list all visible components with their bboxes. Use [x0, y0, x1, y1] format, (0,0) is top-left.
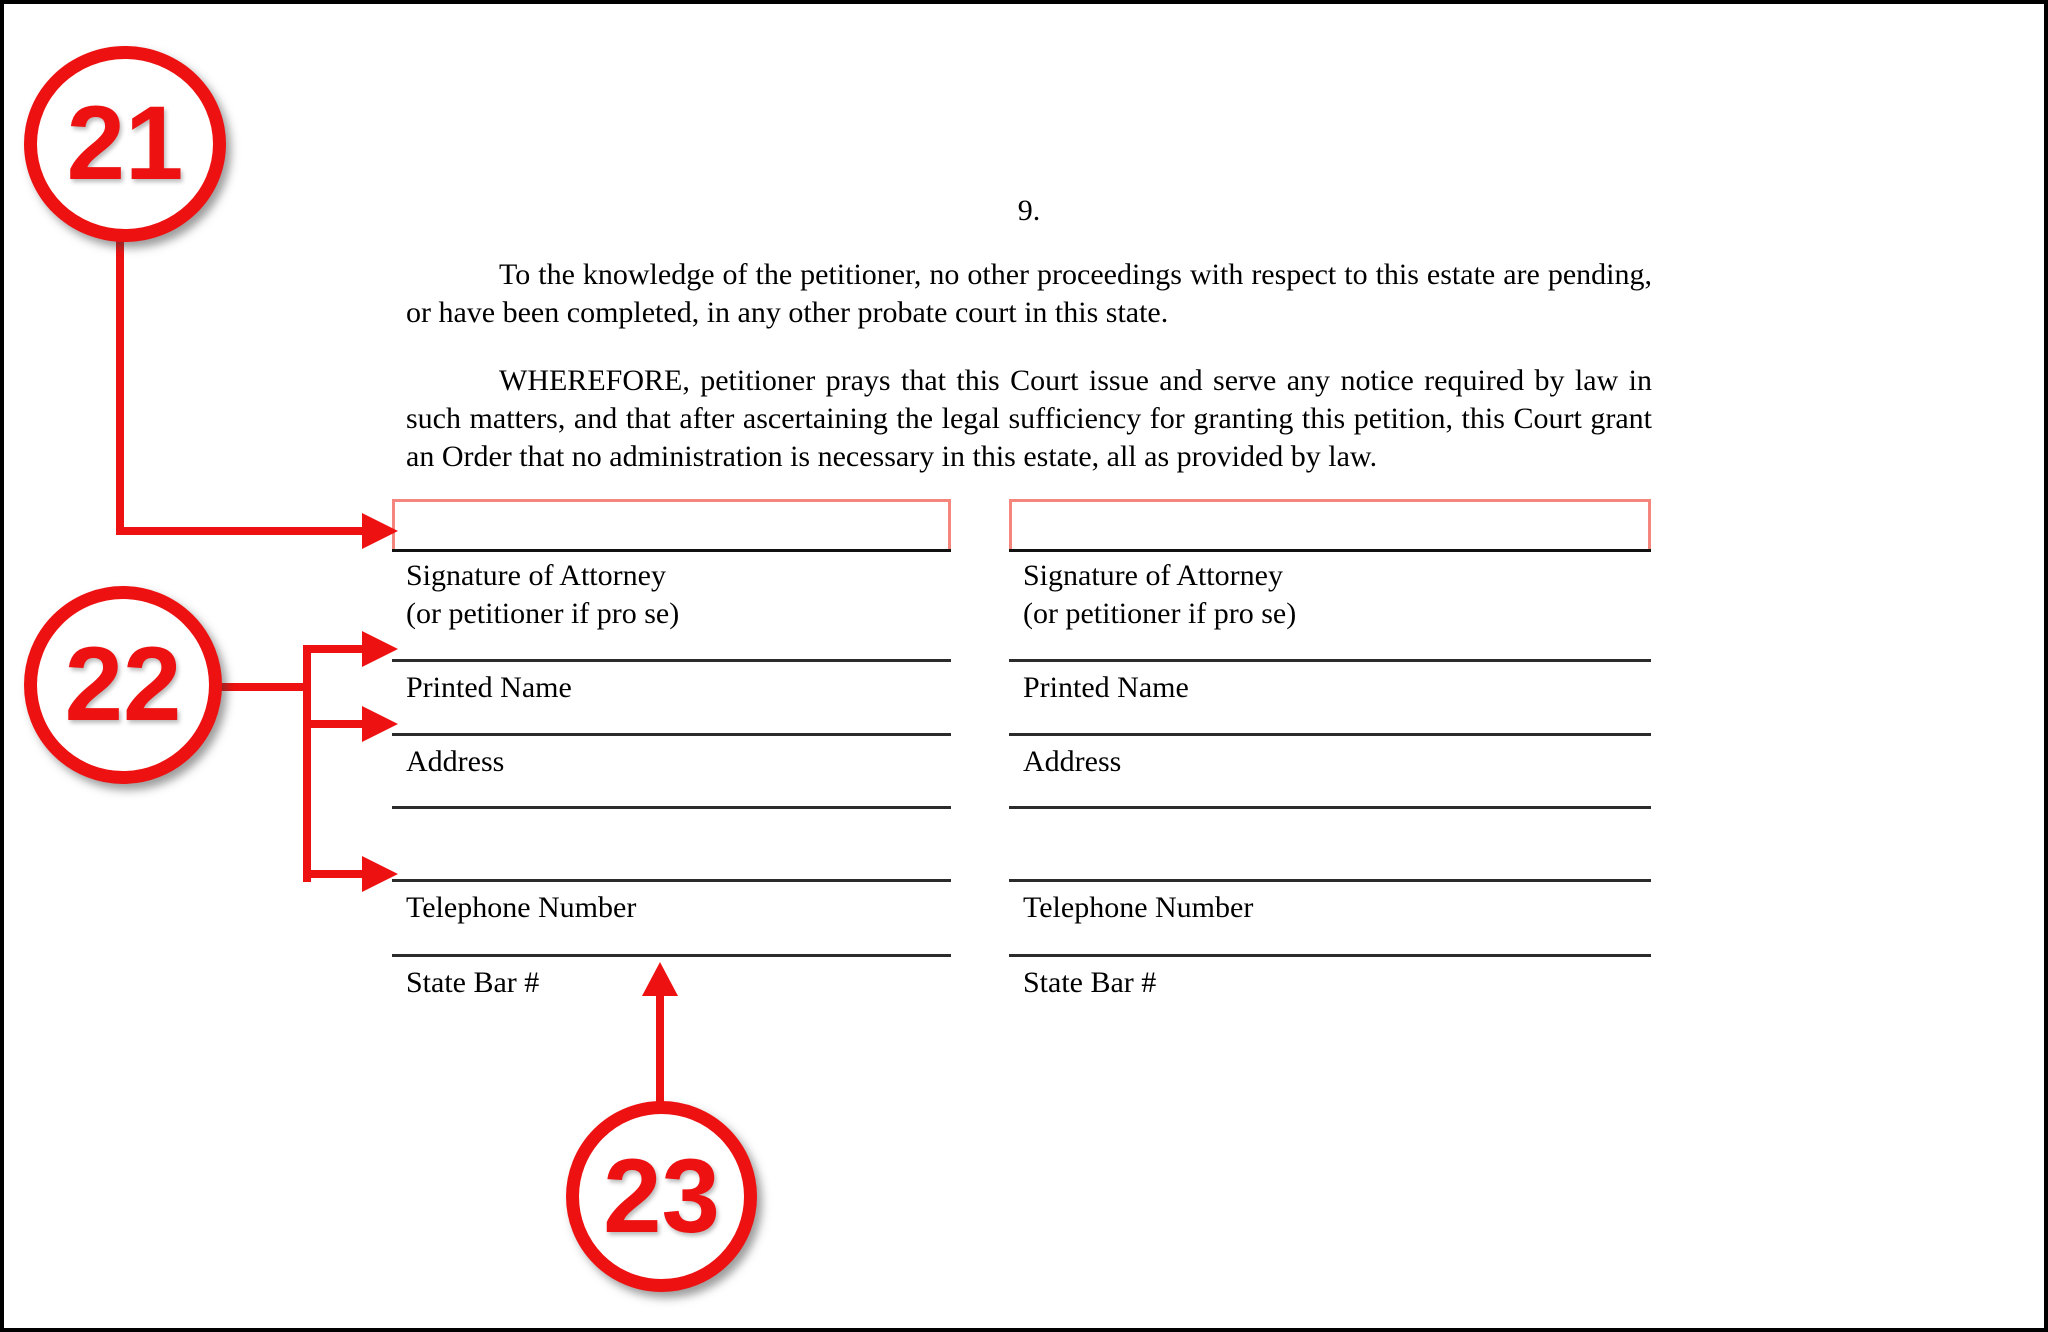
address-line[interactable]	[392, 733, 951, 736]
callout-22-badge	[24, 586, 222, 784]
state-bar-line[interactable]	[392, 954, 951, 957]
callout-21-arrowhead-icon	[362, 513, 398, 549]
state-bar-label: State Bar #	[406, 966, 540, 999]
telephone-label: Telephone Number	[1023, 891, 1254, 924]
callout-22-arrow-vertical	[303, 645, 311, 882]
callout-22-number: 22	[64, 626, 182, 743]
state-bar-label: State Bar #	[1023, 966, 1157, 999]
telephone-line[interactable]	[392, 879, 951, 882]
address-label: Address	[406, 745, 505, 778]
callout-23-arrowhead-icon	[642, 962, 678, 996]
signature-block-right	[1009, 499, 1651, 1014]
callout-22-arrowhead-icon-3	[362, 856, 398, 892]
callout-22-arrowhead-icon-1	[362, 631, 398, 667]
printed-name-label: Printed Name	[406, 671, 572, 704]
callout-23-badge	[566, 1101, 757, 1292]
callout-22-arrow-branch-3	[303, 870, 364, 878]
printed-name-label: Printed Name	[1023, 671, 1189, 704]
signature-label-line1: Signature of Attorney	[1023, 559, 1283, 592]
printed-name-line[interactable]	[392, 659, 951, 662]
printed-name-line[interactable]	[1009, 659, 1651, 662]
callout-21-arrow-horizontal	[116, 527, 364, 535]
section-number: 9.	[1017, 194, 1041, 227]
address-label: Address	[1023, 745, 1122, 778]
telephone-line[interactable]	[1009, 879, 1651, 882]
signature-label	[406, 557, 679, 633]
callout-22-arrow-branch-1	[303, 645, 364, 653]
address-line-2[interactable]	[1009, 806, 1651, 809]
callout-21-arrow-vertical	[116, 234, 124, 534]
callout-22-arrowhead-icon-2	[362, 706, 398, 742]
state-bar-line[interactable]	[1009, 954, 1651, 957]
callout-23-number: 23	[603, 1137, 720, 1255]
paragraph-estate-proceedings: To the knowledge of the petitioner, no other proceedings with respect to this estate are pending, or have been completed, in any other probate court in this state.	[406, 258, 1652, 329]
address-line[interactable]	[1009, 733, 1651, 736]
signature-block-left	[392, 499, 951, 1014]
telephone-label: Telephone Number	[406, 891, 637, 924]
callout-22-arrow-connector	[214, 683, 311, 691]
paragraph-wherefore: WHEREFORE, petitioner prays that this Court issue and serve any notice required by law in such matters, and that after ascertaining the legal sufficiency for granting this petition, this Court grant an Order that no administration is necessary in this estate, all as provided by law.	[406, 364, 1652, 473]
signature-line	[1009, 549, 1651, 552]
signature-label-line1: Signature of Attorney	[406, 559, 666, 592]
signature-label-line2: (or petitioner if pro se)	[1023, 597, 1297, 630]
signature-field-box[interactable]	[1009, 499, 1651, 552]
address-line-2[interactable]	[392, 806, 951, 809]
callout-21-badge	[24, 46, 226, 242]
signature-label-line2: (or petitioner if pro se)	[406, 597, 680, 630]
signature-field-box[interactable]	[392, 499, 951, 552]
callout-21-number: 21	[66, 85, 184, 202]
signature-line	[392, 549, 951, 552]
signature-label	[1023, 557, 1296, 633]
callout-22-arrow-branch-2	[303, 720, 364, 728]
